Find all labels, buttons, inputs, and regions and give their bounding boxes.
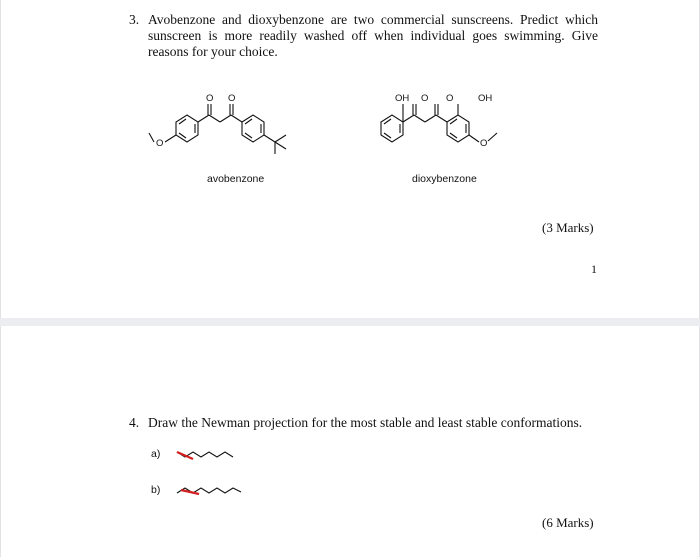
part-b-zigzag	[171, 480, 251, 502]
dioxybenzone-atom-label: O	[446, 93, 454, 104]
dioxybenzone-structure	[361, 85, 561, 165]
page-2	[0, 326, 700, 557]
avobenzone-atom-label: O	[228, 93, 236, 104]
question-4-marks: (6 Marks)	[542, 515, 594, 530]
avobenzone-caption: avobenzone	[207, 173, 265, 185]
avobenzone-atom-label: O	[156, 138, 164, 149]
dioxybenzone-caption: dioxybenzone	[412, 173, 477, 185]
question-4-text: Draw the Newman projection for the most stable and least stable conformations.	[148, 415, 583, 430]
avobenzone-structure	[141, 85, 341, 165]
page-number: 1	[591, 262, 597, 276]
avobenzone-atom-label: O	[206, 93, 214, 104]
question-3-text: Avobenzone and dioxybenzone are two commercial sunscreens. Predict which sunscreen is more readily washed off when individual goes swimming. Give reasons for your choice.	[148, 12, 598, 59]
question-4-number: 4.	[129, 415, 140, 430]
part-b-label: b)	[151, 484, 161, 496]
dioxybenzone-atom-label: O	[421, 93, 429, 104]
part-a-zigzag	[171, 444, 241, 466]
question-3-marks: (3 Marks)	[542, 220, 594, 235]
part-a-label: a)	[151, 448, 161, 460]
dioxybenzone-atom-label: OH	[478, 93, 493, 104]
dioxybenzone-atom-label: OH	[395, 93, 410, 104]
question-3-number: 3.	[129, 12, 140, 27]
dioxybenzone-atom-label: O	[480, 138, 488, 149]
